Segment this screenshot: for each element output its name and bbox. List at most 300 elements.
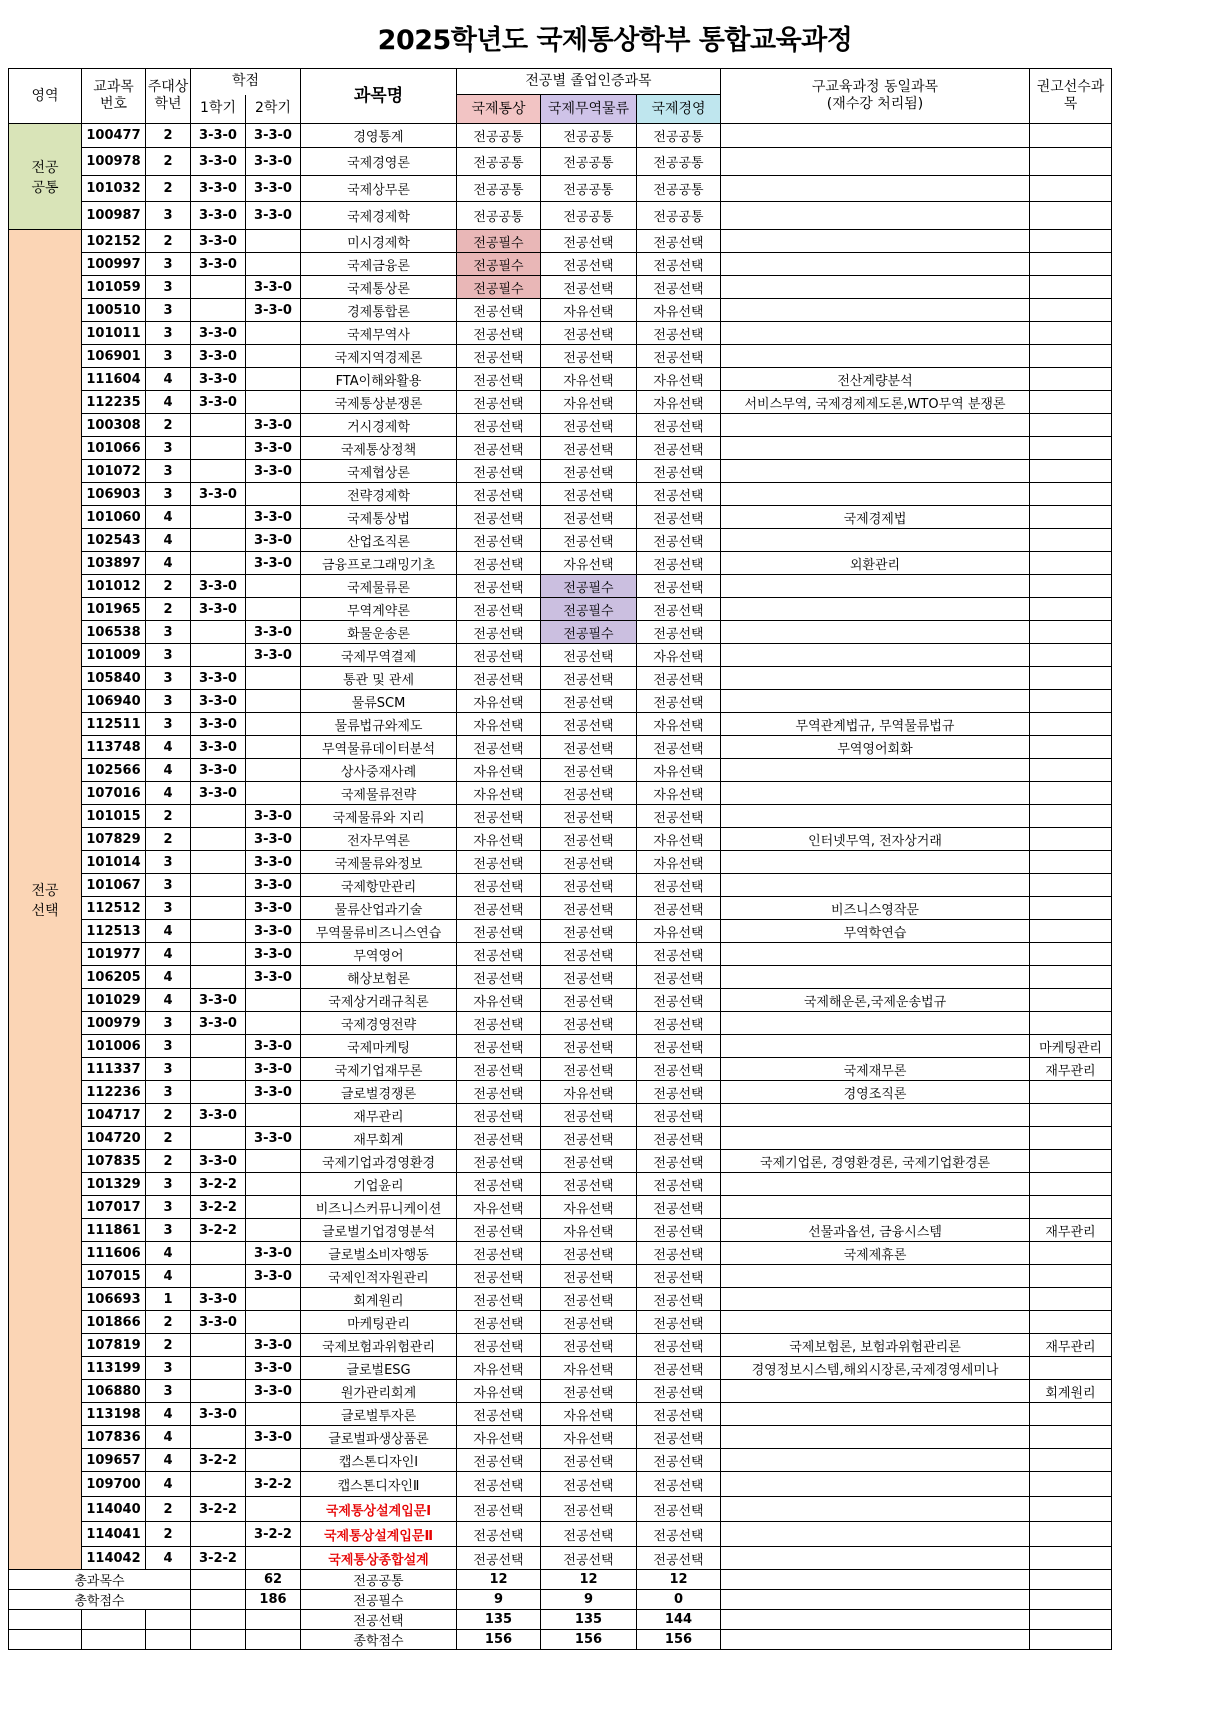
course-row — [9, 920, 1112, 943]
cert-logistics: 전공선택 — [541, 230, 637, 253]
cert-logistics: 전공선택 — [541, 1472, 637, 1497]
course-code: 101012 — [82, 575, 146, 598]
cert-trade: 전공선택 — [457, 368, 541, 391]
target-year: 3 — [146, 690, 191, 713]
credit-sem1 — [191, 1035, 246, 1058]
course-row — [9, 1380, 1112, 1403]
recommended-course: 회계원리 — [1030, 1380, 1112, 1403]
cert-mgmt: 자유선택 — [637, 391, 721, 414]
credit-sem1: 3-3-0 — [191, 989, 246, 1012]
cert-mgmt: 전공선택 — [637, 966, 721, 989]
course-name: 마케팅관리 — [301, 1311, 457, 1334]
header-recommended: 권고선수과 목 — [1030, 69, 1112, 124]
target-year: 2 — [146, 414, 191, 437]
course-code: 105840 — [82, 667, 146, 690]
course-name: 글로벌파생상품론 — [301, 1426, 457, 1449]
old-course — [721, 345, 1030, 368]
recommended-course — [1030, 414, 1112, 437]
cert-trade: 전공선택 — [457, 1288, 541, 1311]
target-year: 4 — [146, 736, 191, 759]
course-row — [9, 1127, 1112, 1150]
credit-sem1 — [191, 437, 246, 460]
credit-sem1 — [191, 1357, 246, 1380]
recommended-course: 재무관리 — [1030, 1058, 1112, 1081]
course-code: 107829 — [82, 828, 146, 851]
recommended-course — [1030, 667, 1112, 690]
cert-mgmt: 전공선택 — [637, 1150, 721, 1173]
course-row — [9, 414, 1112, 437]
recommended-course — [1030, 782, 1112, 805]
target-year: 2 — [146, 598, 191, 621]
course-row — [9, 1497, 1112, 1522]
old-course: 무역관계법규, 무역물류법규 — [721, 713, 1030, 736]
cert-logistics: 전공선택 — [541, 437, 637, 460]
old-course — [721, 690, 1030, 713]
recommended-course — [1030, 966, 1112, 989]
course-code: 111337 — [82, 1058, 146, 1081]
course-name: 재무회계 — [301, 1127, 457, 1150]
target-year: 2 — [146, 1497, 191, 1522]
target-year: 4 — [146, 1472, 191, 1497]
cert-logistics: 전공선택 — [541, 920, 637, 943]
cert-trade: 전공선택 — [457, 644, 541, 667]
recommended-course — [1030, 920, 1112, 943]
credit-sem2 — [246, 690, 301, 713]
course-name: 국제보험과위험관리 — [301, 1334, 457, 1357]
old-course — [721, 1311, 1030, 1334]
cert-trade: 전공선택 — [457, 391, 541, 414]
credit-sem1 — [191, 1334, 246, 1357]
cert-logistics: 전공공통 — [541, 148, 637, 176]
old-course — [721, 529, 1030, 552]
cert-mgmt: 전공공통 — [637, 124, 721, 148]
header-area: 영역 — [9, 69, 82, 124]
cert-trade: 전공선택 — [457, 621, 541, 644]
course-code: 113199 — [82, 1357, 146, 1380]
cert-trade: 전공필수 — [457, 276, 541, 299]
credit-sem2: 3-3-0 — [246, 506, 301, 529]
cert-mgmt: 자유선택 — [637, 851, 721, 874]
cert-mgmt: 전공선택 — [637, 1219, 721, 1242]
credit-sem2: 3-3-0 — [246, 414, 301, 437]
cert-trade: 전공선택 — [457, 851, 541, 874]
target-year: 2 — [146, 805, 191, 828]
cert-mgmt: 전공선택 — [637, 1104, 721, 1127]
course-row — [9, 483, 1112, 506]
recommended-course — [1030, 736, 1112, 759]
old-course — [721, 782, 1030, 805]
credit-sem1: 3-3-0 — [191, 345, 246, 368]
cert-logistics: 전공선택 — [541, 276, 637, 299]
credit-sem2 — [246, 1012, 301, 1035]
course-name: 무역물류비즈니스연습 — [301, 920, 457, 943]
cert-logistics: 전공선택 — [541, 414, 637, 437]
totals-value: 12 — [541, 1570, 637, 1590]
course-row — [9, 176, 1112, 202]
credit-sem2 — [246, 322, 301, 345]
target-year: 1 — [146, 1288, 191, 1311]
target-year: 3 — [146, 1219, 191, 1242]
recommended-course — [1030, 644, 1112, 667]
totals-value: 12 — [637, 1570, 721, 1590]
course-code: 111604 — [82, 368, 146, 391]
course-row — [9, 230, 1112, 253]
cert-logistics: 전공선택 — [541, 897, 637, 920]
course-code: 106903 — [82, 483, 146, 506]
credit-sem2 — [246, 1173, 301, 1196]
cert-trade: 전공선택 — [457, 1547, 541, 1570]
target-year: 4 — [146, 782, 191, 805]
course-code: 101011 — [82, 322, 146, 345]
recommended-course — [1030, 1150, 1112, 1173]
header-year: 주대상 학년 — [146, 69, 191, 124]
credit-sem2: 3-3-0 — [246, 851, 301, 874]
course-code: 100510 — [82, 299, 146, 322]
recommended-course: 재무관리 — [1030, 1334, 1112, 1357]
credit-sem2 — [246, 230, 301, 253]
course-name: 국제통상법 — [301, 506, 457, 529]
course-name: 국제인적자원관리 — [301, 1265, 457, 1288]
cert-mgmt: 전공선택 — [637, 575, 721, 598]
cert-logistics: 전공필수 — [541, 598, 637, 621]
target-year: 2 — [146, 1311, 191, 1334]
target-year: 3 — [146, 851, 191, 874]
course-code: 100978 — [82, 148, 146, 176]
cert-logistics: 전공공통 — [541, 176, 637, 202]
credit-sem1 — [191, 1242, 246, 1265]
cert-mgmt: 전공선택 — [637, 1522, 721, 1547]
credit-sem2 — [246, 345, 301, 368]
credit-sem2: 3-3-0 — [246, 966, 301, 989]
course-code: 113198 — [82, 1403, 146, 1426]
old-course: 경영정보시스템,해외시장론,국제경영세미나 — [721, 1357, 1030, 1380]
cert-mgmt: 자유선택 — [637, 713, 721, 736]
course-row — [9, 828, 1112, 851]
old-course: 인터넷무역, 전자상거래 — [721, 828, 1030, 851]
recommended-course — [1030, 1265, 1112, 1288]
cert-mgmt: 전공선택 — [637, 1265, 721, 1288]
target-year: 3 — [146, 253, 191, 276]
cert-logistics: 전공선택 — [541, 1150, 637, 1173]
header-logistics: 국제무역물류 — [541, 95, 637, 124]
cert-trade: 전공선택 — [457, 1058, 541, 1081]
credit-sem1: 3-3-0 — [191, 148, 246, 176]
header-credit: 학점 — [191, 69, 301, 95]
cert-logistics: 전공공통 — [541, 202, 637, 230]
course-code: 101067 — [82, 874, 146, 897]
course-name: 국제상무론 — [301, 176, 457, 202]
old-course — [721, 598, 1030, 621]
cert-trade: 전공선택 — [457, 1265, 541, 1288]
course-code: 101977 — [82, 943, 146, 966]
credit-sem2 — [246, 1104, 301, 1127]
cert-mgmt: 전공선택 — [637, 1334, 721, 1357]
cert-mgmt: 전공선택 — [637, 1472, 721, 1497]
target-year: 4 — [146, 1547, 191, 1570]
recommended-course — [1030, 276, 1112, 299]
target-year: 3 — [146, 322, 191, 345]
totals-line-label: 종학점수 — [301, 1630, 457, 1650]
total-courses-value: 62 — [246, 1570, 301, 1590]
old-course — [721, 437, 1030, 460]
course-row — [9, 202, 1112, 230]
target-year: 4 — [146, 759, 191, 782]
cert-logistics: 전공선택 — [541, 345, 637, 368]
course-code: 111861 — [82, 1219, 146, 1242]
cert-trade: 자유선택 — [457, 1426, 541, 1449]
target-year: 3 — [146, 644, 191, 667]
course-row — [9, 460, 1112, 483]
cert-trade: 전공선택 — [457, 506, 541, 529]
header-old-course: 구교육과정 동일과목 (재수강 처리됨) — [721, 69, 1030, 124]
totals-value: 156 — [541, 1630, 637, 1650]
course-row — [9, 529, 1112, 552]
course-row — [9, 1547, 1112, 1570]
cert-trade: 전공선택 — [457, 1472, 541, 1497]
credit-sem1: 3-3-0 — [191, 124, 246, 148]
course-row — [9, 1449, 1112, 1472]
credit-sem1 — [191, 506, 246, 529]
old-course — [721, 1472, 1030, 1497]
course-row — [9, 1522, 1112, 1547]
old-course — [721, 874, 1030, 897]
old-course: 무역학연습 — [721, 920, 1030, 943]
old-course — [721, 1497, 1030, 1522]
totals-line-label: 전공필수 — [301, 1590, 457, 1610]
cert-logistics: 자유선택 — [541, 1426, 637, 1449]
credit-sem1 — [191, 1522, 246, 1547]
recommended-course — [1030, 943, 1112, 966]
cert-logistics: 전공선택 — [541, 1058, 637, 1081]
course-name: 국제통상설계입문Ⅱ — [301, 1522, 457, 1547]
recommended-course: 마케팅관리 — [1030, 1035, 1112, 1058]
cert-mgmt: 전공공통 — [637, 148, 721, 176]
credit-sem2 — [246, 736, 301, 759]
cert-mgmt: 전공선택 — [637, 805, 721, 828]
target-year: 3 — [146, 621, 191, 644]
course-row — [9, 1150, 1112, 1173]
course-name: 국제경영전략 — [301, 1012, 457, 1035]
cert-logistics: 전공선택 — [541, 1104, 637, 1127]
cert-trade: 전공선택 — [457, 920, 541, 943]
recommended-course — [1030, 1173, 1112, 1196]
course-code: 106940 — [82, 690, 146, 713]
course-name: 글로벌ESG — [301, 1357, 457, 1380]
cert-logistics: 전공선택 — [541, 1522, 637, 1547]
recommended-course — [1030, 1104, 1112, 1127]
cert-logistics: 자유선택 — [541, 1357, 637, 1380]
course-code: 104720 — [82, 1127, 146, 1150]
target-year: 2 — [146, 1522, 191, 1547]
credit-sem2: 3-3-0 — [246, 1380, 301, 1403]
cert-trade: 전공선택 — [457, 552, 541, 575]
area-common: 전공 공통 — [9, 124, 82, 230]
course-name: 물류법규와제도 — [301, 713, 457, 736]
old-course — [721, 943, 1030, 966]
cert-mgmt: 자유선택 — [637, 782, 721, 805]
recommended-course — [1030, 1472, 1112, 1497]
course-name: 글로벌투자론 — [301, 1403, 457, 1426]
cert-logistics: 전공선택 — [541, 782, 637, 805]
recommended-course — [1030, 124, 1112, 148]
course-row — [9, 1403, 1112, 1426]
credit-sem2: 3-3-0 — [246, 552, 301, 575]
course-name: 물류산업과기술 — [301, 897, 457, 920]
credit-sem2: 3-3-0 — [246, 943, 301, 966]
cert-trade: 전공선택 — [457, 736, 541, 759]
cert-mgmt: 전공선택 — [637, 460, 721, 483]
recommended-course — [1030, 1497, 1112, 1522]
credit-sem2 — [246, 1219, 301, 1242]
course-row — [9, 1472, 1112, 1497]
target-year: 2 — [146, 1334, 191, 1357]
header-cert: 전공별 졸업인증과목 — [457, 69, 721, 95]
credit-sem1: 3-2-2 — [191, 1547, 246, 1570]
credit-sem1 — [191, 1472, 246, 1497]
course-row — [9, 897, 1112, 920]
credit-sem1 — [191, 943, 246, 966]
course-row — [9, 368, 1112, 391]
course-row — [9, 253, 1112, 276]
recommended-course — [1030, 1547, 1112, 1570]
target-year: 2 — [146, 575, 191, 598]
cert-logistics: 전공선택 — [541, 828, 637, 851]
cert-mgmt: 전공선택 — [637, 1196, 721, 1219]
cert-mgmt: 전공선택 — [637, 1403, 721, 1426]
cert-trade: 전공선택 — [457, 460, 541, 483]
totals-value: 135 — [541, 1610, 637, 1630]
totals-value: 9 — [457, 1590, 541, 1610]
credit-sem1 — [191, 276, 246, 299]
cert-logistics: 전공선택 — [541, 253, 637, 276]
cert-trade: 전공필수 — [457, 230, 541, 253]
credit-sem1 — [191, 1426, 246, 1449]
recommended-course — [1030, 1426, 1112, 1449]
recommended-course — [1030, 598, 1112, 621]
credit-sem2: 3-3-0 — [246, 276, 301, 299]
recommended-course — [1030, 989, 1112, 1012]
target-year: 3 — [146, 1380, 191, 1403]
course-name: 국제통상론 — [301, 276, 457, 299]
course-code: 107835 — [82, 1150, 146, 1173]
credit-sem2: 3-3-0 — [246, 1426, 301, 1449]
credit-sem2: 3-3-0 — [246, 805, 301, 828]
credit-sem2 — [246, 759, 301, 782]
header-mgmt: 국제경영 — [637, 95, 721, 124]
cert-mgmt: 전공선택 — [637, 1081, 721, 1104]
course-code: 106880 — [82, 1380, 146, 1403]
course-code: 104717 — [82, 1104, 146, 1127]
course-code: 113748 — [82, 736, 146, 759]
old-course — [721, 644, 1030, 667]
target-year: 4 — [146, 966, 191, 989]
cert-logistics: 자유선택 — [541, 391, 637, 414]
credit-sem1: 3-2-2 — [191, 1196, 246, 1219]
credit-sem1 — [191, 1081, 246, 1104]
course-row — [9, 1265, 1112, 1288]
cert-mgmt: 전공선택 — [637, 897, 721, 920]
course-code: 107016 — [82, 782, 146, 805]
course-row — [9, 851, 1112, 874]
old-course — [721, 148, 1030, 176]
recommended-course — [1030, 1311, 1112, 1334]
cert-mgmt: 전공공통 — [637, 176, 721, 202]
credit-sem2 — [246, 575, 301, 598]
credit-sem2 — [246, 1547, 301, 1570]
cert-logistics: 자유선택 — [541, 1403, 637, 1426]
old-course — [721, 299, 1030, 322]
course-code: 101329 — [82, 1173, 146, 1196]
cert-trade: 전공선택 — [457, 1127, 541, 1150]
recommended-course — [1030, 345, 1112, 368]
course-code: 114041 — [82, 1522, 146, 1547]
cert-trade: 전공선택 — [457, 575, 541, 598]
cert-trade: 자유선택 — [457, 1196, 541, 1219]
old-course: 무역영어회화 — [721, 736, 1030, 759]
recommended-course — [1030, 506, 1112, 529]
cert-trade: 전공선택 — [457, 1497, 541, 1522]
cert-mgmt: 전공선택 — [637, 345, 721, 368]
course-code: 101009 — [82, 644, 146, 667]
cert-logistics: 전공선택 — [541, 1173, 637, 1196]
cert-trade: 전공선택 — [457, 529, 541, 552]
course-name: 통관 및 관세 — [301, 667, 457, 690]
cert-mgmt: 자유선택 — [637, 828, 721, 851]
target-year: 3 — [146, 437, 191, 460]
cert-logistics: 전공선택 — [541, 506, 637, 529]
cert-mgmt: 전공선택 — [637, 1035, 721, 1058]
recommended-course — [1030, 1127, 1112, 1150]
old-course — [721, 1196, 1030, 1219]
course-name: 회계원리 — [301, 1288, 457, 1311]
cert-mgmt: 전공공통 — [637, 202, 721, 230]
credit-sem2 — [246, 253, 301, 276]
cert-logistics: 전공선택 — [541, 805, 637, 828]
cert-trade: 자유선택 — [457, 782, 541, 805]
cert-trade: 자유선택 — [457, 759, 541, 782]
old-course: 서비스무역, 국제경제제도론,WTO무역 분쟁론 — [721, 391, 1030, 414]
course-code: 101059 — [82, 276, 146, 299]
cert-logistics: 전공선택 — [541, 690, 637, 713]
target-year: 3 — [146, 667, 191, 690]
credit-sem1: 3-3-0 — [191, 368, 246, 391]
cert-trade: 자유선택 — [457, 690, 541, 713]
target-year: 3 — [146, 460, 191, 483]
credit-sem2: 3-3-0 — [246, 529, 301, 552]
cert-logistics: 전공선택 — [541, 1334, 637, 1357]
cert-trade: 전공선택 — [457, 805, 541, 828]
recommended-course — [1030, 828, 1112, 851]
recommended-course — [1030, 437, 1112, 460]
credit-sem2: 3-3-0 — [246, 621, 301, 644]
course-name: 글로벌기업경영분석 — [301, 1219, 457, 1242]
course-code: 101015 — [82, 805, 146, 828]
cert-mgmt: 전공선택 — [637, 437, 721, 460]
recommended-course — [1030, 322, 1112, 345]
recommended-course — [1030, 1012, 1112, 1035]
course-code: 107017 — [82, 1196, 146, 1219]
credit-sem1 — [191, 828, 246, 851]
course-row — [9, 322, 1112, 345]
cert-logistics: 전공선택 — [541, 1265, 637, 1288]
target-year: 3 — [146, 1173, 191, 1196]
course-row — [9, 759, 1112, 782]
course-name: 국제협상론 — [301, 460, 457, 483]
cert-mgmt: 전공선택 — [637, 253, 721, 276]
cert-trade: 전공공통 — [457, 176, 541, 202]
old-course — [721, 851, 1030, 874]
old-course: 국제기업론, 경영환경론, 국제기업환경론 — [721, 1150, 1030, 1173]
